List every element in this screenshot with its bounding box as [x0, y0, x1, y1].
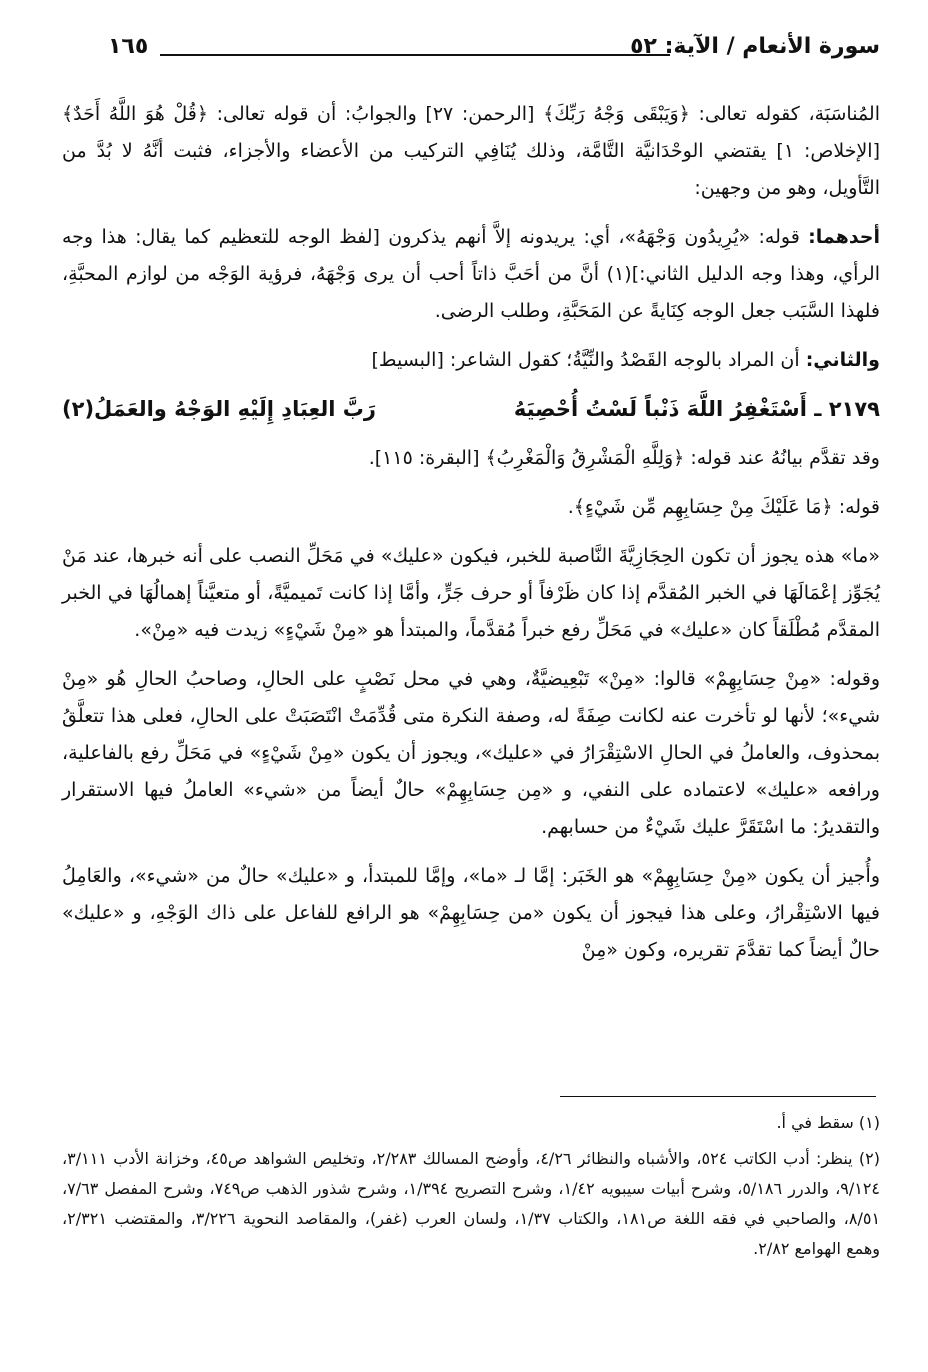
lead-first: أحدهما:: [808, 226, 880, 248]
running-title: سورة الأنعام / الآية: ٥٢: [630, 34, 880, 59]
paragraph: وأُجيز أن يكون «مِنْ حِسَابِهِمْ» هو الخَبَر: إمَّا لـ «ما»، وإمَّا للمبتدأ، و «عليك» حالٌ من «شيء»، والعَامِلُ فيها الاسْتِقْرارُ، وعلى هذا فيجوز أن يكون «من حِسَابِهِمْ» هو الرافع للفاعل على ذاك الوَجْهِ، و «عليك» حالٌ أيضاً كما تقدَّمَ تقريره، وكون «مِنْ: [62, 865, 880, 961]
verse-hemistich-1: أَسْتَغْفِرُ اللَّهَ ذَنْباً لَسْتُ أُحْصِيَهُ: [513, 397, 807, 421]
paragraph: وقوله: «مِنْ حِسَابِهِمْ» قالوا: «مِنْ» تَبْعِيضيَّةٌ، وهي في محل نَصْبٍ على الحالِ، وصاحبُ الحالِ هُو «مِنْ شيء»؛ لأنها لو تأخرت عنه لكانت صِفَةً له، وصفة النكرة متى قُدِّمَتْ انْتَصَبَتْ على الحالِ، فعلى هذا تتعلَّقُ بمحذوف، والعاملُ في الحالِ الاسْتِقْرَارُ في «عليك»، ويجوز أن يكون «مِنْ شَيْءٍ» في مَحَلِّ رفع بالفاعلية، ورافعه «عليك» لاعتماده على النفي، و «مِن حِسَابِهِمْ» حالٌ أيضاً من «شيء» العاملُ فيها الاستقرار والتقديرُ: ما اسْتَقَرَّ عليك شَيْءٌ من حسابهم.: [62, 668, 880, 838]
paragraph: [62, 219, 880, 330]
poetry-verse: [62, 391, 880, 428]
footnote-rule: [560, 1096, 876, 1097]
paragraph: المُناسَبَة، كقوله تعالى: ﴿وَيَبْقَى وَجْهُ رَبِّكَ﴾ [الرحمن: ٢٧] والجوابُ: أن قوله تعالى: ﴿قُلْ هُوَ اللَّهُ أَحَدٌ﴾ [الإخلاص: ١] يقتضي الوحْدَانيَّة التَّامَّة، وذلك يُنَافِي التركيب من الأعضاء والأجزاء، فثبت أنَّهُ لا بُدَّ من التَّأويل، وهو من وجهين:: [62, 103, 880, 199]
page-number: ١٦٥: [108, 34, 149, 59]
verse-right: [514, 391, 880, 428]
paragraph: وقد تقدَّم بيانُهُ عند قوله: ﴿وَلِلَّهِ الْمَشْرِقُ وَالْمَغْرِبُ﴾ [البقرة: ١١٥].: [368, 447, 880, 469]
verse-hemistich-2: رَبَّ العِبَادِ إِلَيْهِ الوَجْهُ والعَمَلُ(٢): [62, 397, 376, 421]
paragraph-text: قوله: «يُرِيدُون وَجْهَهُ»، أي: يريدونه إلاَّ أنهم يذكرون [لفظ الوجه للتعظيم كما يقال: هذا وجه الرأي، وهذا وجه الدليل الثاني:](١) أنَّ من أحَبَّ ذاتاً أحب أن يرى وَجْهَهُ، فرؤية الوَجْه من لوازم المحبَّةِ، فلهذا السَّبَب جعل الوجه كِنَايةً عن المَحَبَّةِ، وطلب الرضى.: [62, 226, 880, 322]
paragraph-text: أن المراد بالوجه القَصْدُ والنِّيَّةُ؛ كقول الشاعر: [البسيط]: [371, 349, 800, 371]
paragraph: قوله: ﴿مَا عَلَيْكَ مِنْ حِسَابِهِم مِّن شَيْءٍ﴾.: [567, 496, 880, 518]
footnote: (٢) ينظر: أدب الكاتب ٥٢٤، والأشباه والنظائر ٤/٢٦، وأوضح المسالك ٢/٢٨٣، وتخليص الشواهد ص٤٥، وخزانة الأدب ٣/١١١، ٩/١٢٤، والدرر ٥/١٨٦، وشرح أبيات سيبويه ١/٤٢، وشرح التصريح ١/٣٩٤، وشرح شذور الذهب ص٧٤٩، وشرح المفصل ٧/٦٣، ٨/٥١، والصاحبي في فقه اللغة ص١٨١، والكتاب ١/٣٧، ولسان العرب (غفر)، والمقاصد النحوية ٣/٢٢٦، والمقتضب ٢/٣٢١، وهمع الهوامع ٢/٨٢.: [62, 1149, 881, 1258]
paragraph: «ما» هذه يجوز أن تكون الحِجَازِيَّةَ النَّاصبة للخبر، فيكون «عليك» في مَحَلِّ النصب على أنه خبرها، عند مَنْ يُجَوِّز إعْمَالَهَا في الخبر المُقدَّم إذا كان ظَرْفاً أو حرف جَرٍّ، وأمَّا إذا كانت تَميميَّةً، أو متعيَّناً إهمالُهَا في الخبر المقدَّم مُطْلَقاً كان «عليك» في مَحَلِّ رفع خبراً مُقدَّماً، والمبتدأ هو «مِنْ شَيْءٍ» زيدت فيه «مِنْ».: [62, 545, 880, 641]
lead-second: والثاني:: [805, 349, 880, 371]
footnote: (١) سقط في أ.: [776, 1113, 880, 1132]
main-text: [62, 96, 880, 981]
verse-number: ٢١٧٩ ـ: [814, 397, 880, 421]
paragraph: [62, 342, 880, 379]
footnotes: [62, 1108, 880, 1270]
header-rule: [160, 54, 670, 56]
page-header: [108, 34, 880, 64]
